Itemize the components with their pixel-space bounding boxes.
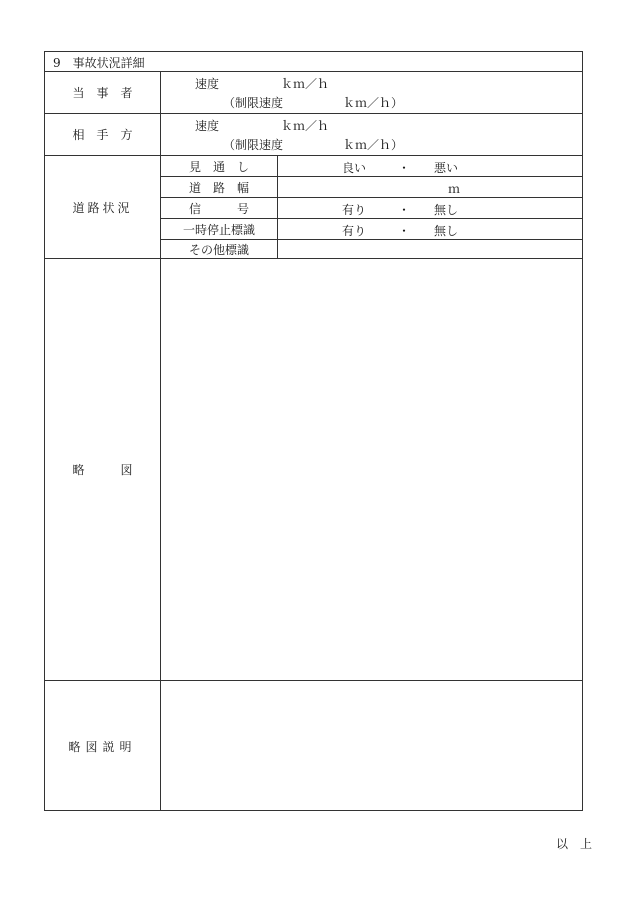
- road-condition-label: 道路状況: [45, 156, 161, 258]
- road-condition-row: [45, 156, 582, 259]
- road-stop-sign-field[interactable]: [278, 219, 582, 239]
- sketch-label: 略 図: [45, 259, 161, 680]
- road-width-field[interactable]: [278, 177, 582, 197]
- sketch-desc-row: [45, 681, 582, 811]
- party-self-row: [45, 72, 582, 114]
- road-visibility-label: 見 通 し: [161, 156, 278, 176]
- road-stop-sign-no[interactable]: 無し: [434, 224, 459, 238]
- party-other-speed-unit: ｋｍ／ｈ: [281, 119, 330, 133]
- sketch-area[interactable]: [161, 259, 582, 680]
- end-mark: 以 上: [555, 837, 592, 851]
- party-self-speed-label: 速度: [195, 77, 220, 91]
- sketch-row: [45, 259, 582, 681]
- road-visibility-row: [161, 156, 582, 177]
- section-title: [53, 54, 145, 71]
- road-stop-sign-row: [161, 219, 582, 240]
- road-signal-yes[interactable]: 有り: [342, 203, 367, 217]
- road-condition-grid: [161, 156, 582, 258]
- party-other-row: [45, 114, 582, 156]
- party-self-limit-unit: ｋｍ／ｈ）: [343, 96, 404, 110]
- party-other-speed-label: 速度: [195, 119, 220, 133]
- sketch-desc-label: 略図説明: [45, 681, 161, 811]
- road-stop-sign-yes[interactable]: 有り: [342, 224, 367, 238]
- road-signal-field[interactable]: [278, 198, 582, 218]
- party-other-limit-unit: ｋｍ／ｈ）: [343, 138, 404, 152]
- accident-detail-form: [44, 51, 583, 811]
- road-width-unit: ｍ: [448, 182, 461, 196]
- road-visibility-dot: ・: [398, 161, 411, 175]
- road-visibility-bad[interactable]: 悪い: [434, 161, 459, 175]
- road-visibility-good[interactable]: 良い: [342, 161, 367, 175]
- road-width-row: [161, 177, 582, 198]
- road-other-sign-label: その他標識: [161, 240, 278, 259]
- road-visibility-field[interactable]: [278, 156, 582, 176]
- party-other-limit-label: （制限速度: [223, 138, 284, 152]
- road-signal-label: 信 号: [161, 198, 278, 218]
- sketch-desc-area[interactable]: [161, 681, 582, 811]
- road-signal-dot: ・: [398, 203, 411, 217]
- section-title-row: [45, 52, 582, 72]
- party-other-speed-field[interactable]: [161, 114, 582, 155]
- party-self-speed-unit: ｋｍ／ｈ: [281, 77, 330, 91]
- road-width-label: 道 路 幅: [161, 177, 278, 197]
- road-other-sign-field[interactable]: [278, 240, 582, 259]
- road-signal-row: [161, 198, 582, 219]
- road-stop-sign-dot: ・: [398, 224, 411, 238]
- road-signal-no[interactable]: 無し: [434, 203, 459, 217]
- party-self-limit-label: （制限速度: [223, 96, 284, 110]
- party-other-label: 相 手 方: [45, 114, 161, 155]
- road-stop-sign-label: 一時停止標識: [161, 219, 278, 239]
- section-title-text: 事故状況詳細: [72, 56, 145, 70]
- party-self-label: 当 事 者: [45, 72, 161, 113]
- section-number: 9: [53, 56, 61, 70]
- party-self-speed-field[interactable]: [161, 72, 582, 113]
- road-other-sign-row: [161, 240, 582, 259]
